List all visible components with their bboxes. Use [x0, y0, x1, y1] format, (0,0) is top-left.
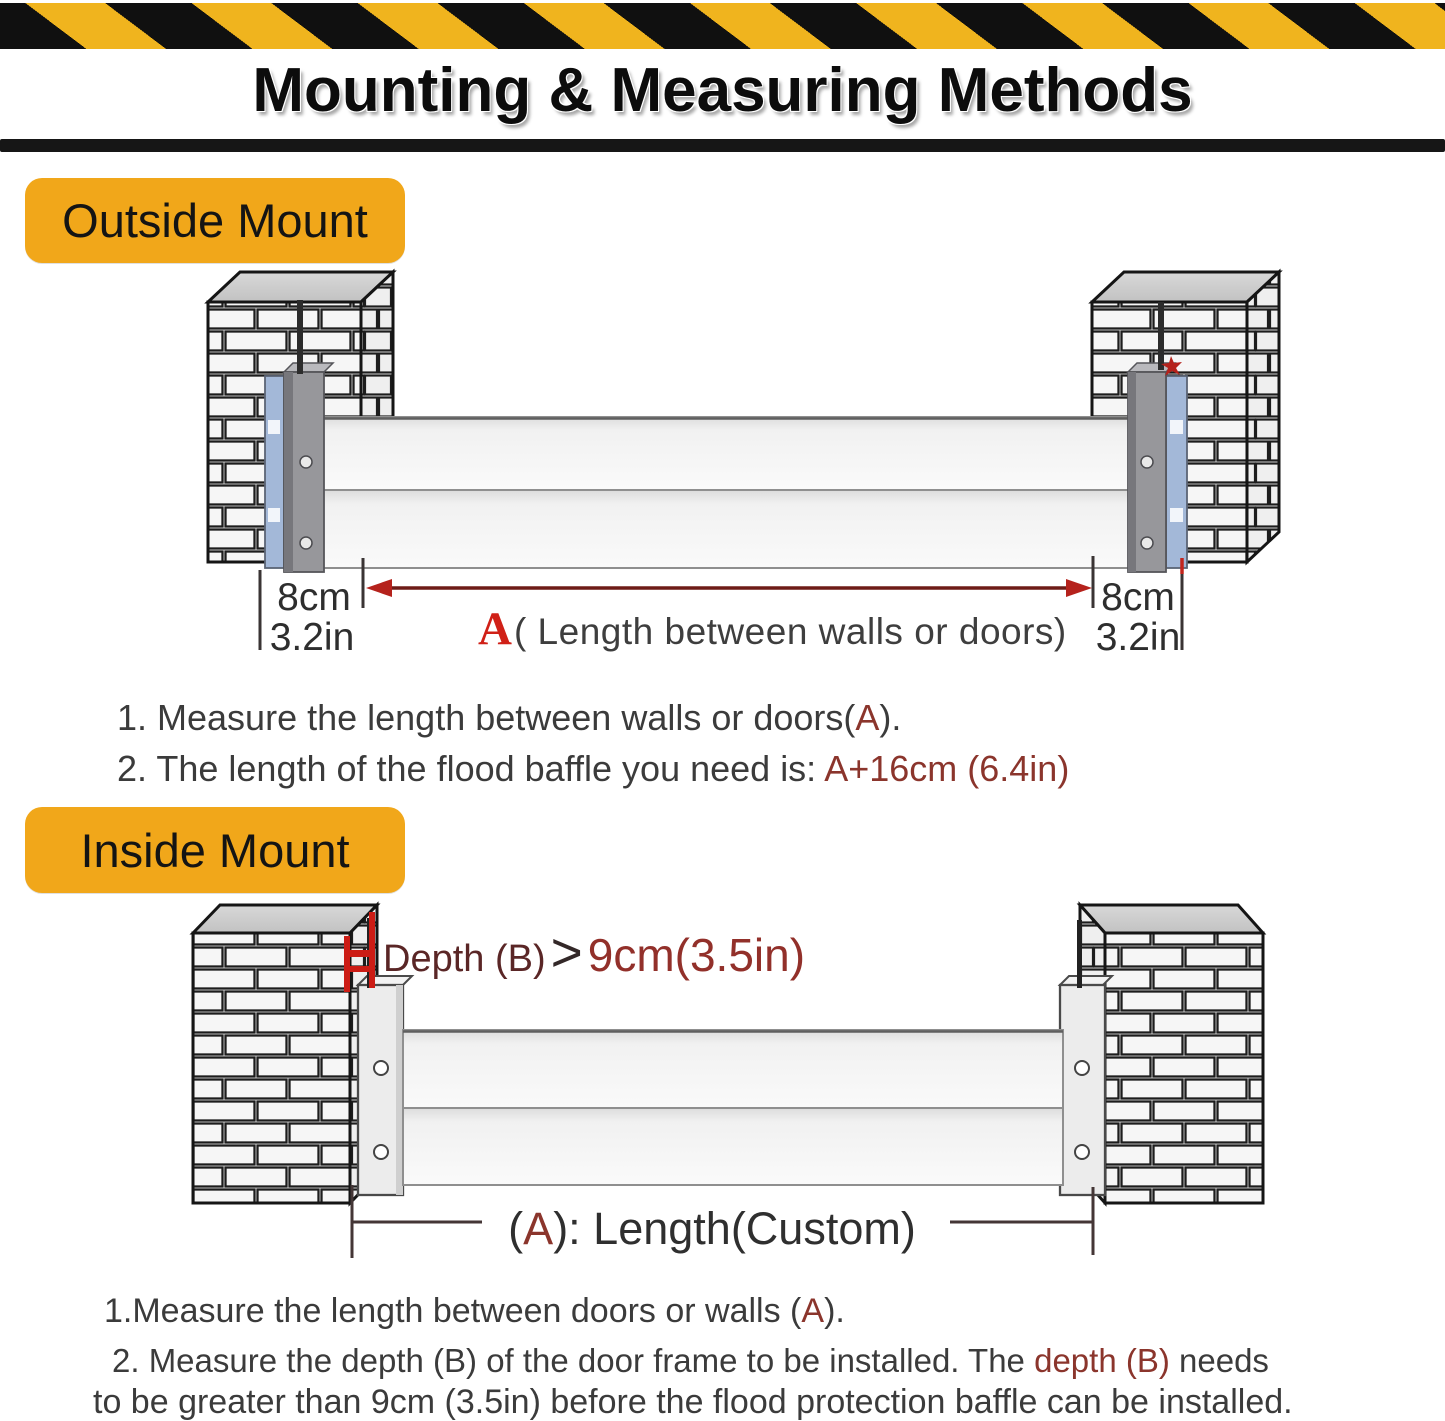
inside-step-1-text: 1.Measure the length between doors or walls (: [104, 1292, 802, 1330]
outside-step-1-a: A: [855, 697, 880, 738]
length-label-text: ): Length(Custom): [553, 1203, 916, 1254]
length-label-a: A: [523, 1203, 554, 1254]
pillar-front-face: [193, 933, 350, 1203]
outside-step-2-text: 2. The length of the flood baffle you need is:: [117, 748, 825, 789]
outside-span-arrow: [366, 579, 1092, 597]
screw-hole: [1141, 456, 1153, 468]
outside-right-cm-label: 8cm: [1101, 576, 1175, 619]
anchor-rod: [1158, 302, 1164, 370]
inside-depth-label: [383, 921, 806, 983]
inside-step-1: [104, 1291, 845, 1332]
outside-left-cm-label: 8cm: [277, 576, 351, 619]
inside-flood-baffle: [403, 1030, 1063, 1185]
inside-step-1-end: ).: [824, 1292, 845, 1330]
screw-hole: [1075, 1145, 1089, 1159]
inside-mount-badge-label: Inside Mount: [80, 823, 350, 877]
span-label-text: ( Length between walls or doors): [513, 611, 1067, 652]
inside-step-2: [112, 1341, 1269, 1381]
baffle-plank-top: [308, 417, 1142, 490]
screw-hole: [374, 1061, 388, 1075]
outside-mount-badge-label: Outside Mount: [62, 194, 368, 247]
span-label-a: A: [478, 603, 512, 655]
outside-left-rail: [265, 376, 284, 568]
length-label-open: (: [508, 1203, 524, 1254]
page-title: Mounting & Measuring Methods: [252, 56, 1193, 125]
pillar-front-face: [1105, 933, 1263, 1203]
outside-left-in-label: 3.2in: [269, 616, 355, 659]
outside-right-rail: [1166, 376, 1187, 568]
inside-step-1-a: A: [801, 1292, 825, 1330]
screw-hole: [300, 537, 312, 549]
pillar-top-face: [193, 905, 377, 933]
screw-hole: [374, 1145, 388, 1159]
baffle-plank-bottom: [403, 1108, 1063, 1185]
outside-step-1: [117, 696, 901, 739]
outside-step-2-formula: A+16cm (6.4in): [824, 748, 1070, 789]
depth-label-text: Depth (B): [383, 938, 546, 980]
baffle-plank-top: [403, 1030, 1063, 1108]
outside-right-in-label: 3.2in: [1095, 616, 1181, 659]
outside-mount-badge: [25, 178, 405, 263]
inside-step-2-text: 2. Measure the depth (B) of the door frame to be installed. The: [112, 1342, 1035, 1379]
outside-step-1-end: ).: [879, 697, 902, 738]
inside-step-2-depth: depth (B): [1034, 1342, 1170, 1379]
anchor-rod: [297, 300, 303, 374]
depth-value-text: 9cm(3.5in): [587, 929, 806, 981]
inside-step-2-end: needs: [1169, 1342, 1269, 1379]
inside-step-2-continued: to be greater than 9cm (3.5in) before the flood protection baffle can be installed.: [93, 1383, 1293, 1421]
screw-hole: [1141, 537, 1153, 549]
outside-flood-baffle: [308, 417, 1142, 568]
screw-hole: [300, 456, 312, 468]
pillar-top-face: [1080, 905, 1263, 933]
anchor-rod: [1077, 920, 1082, 988]
outside-step-1-text: 1. Measure the length between walls or doors(: [117, 697, 856, 738]
pillar-side-face: [1247, 272, 1279, 562]
screw-hole: [1075, 1061, 1089, 1075]
inside-right-bracket: [1060, 976, 1112, 1195]
baffle-plank-bottom: [308, 490, 1142, 568]
inside-length-label: [492, 1203, 932, 1254]
outside-span-label: [478, 603, 1067, 655]
outside-step-2: [117, 747, 1069, 790]
inside-mount-badge: [25, 807, 405, 893]
inside-right-pillar: [1080, 905, 1263, 1203]
greater-than-sign: >: [550, 921, 583, 983]
